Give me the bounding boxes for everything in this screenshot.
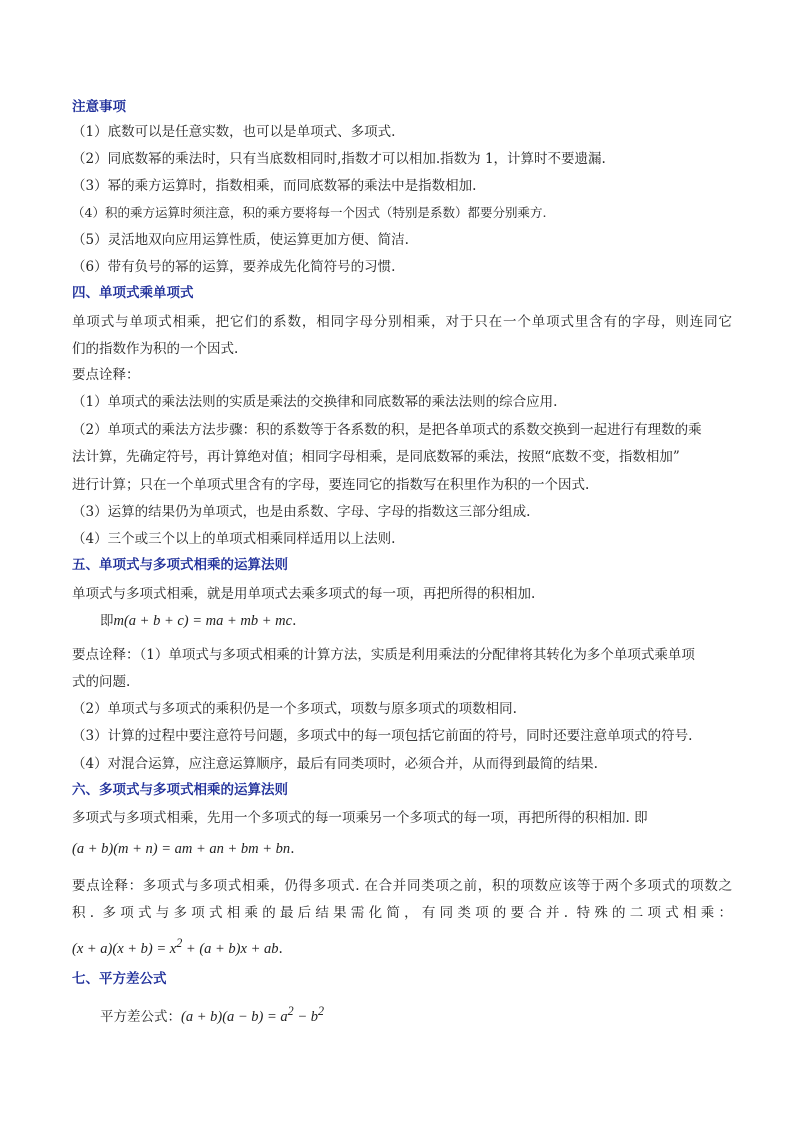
section-5-note-1-line-2: 式的问题.	[72, 674, 131, 690]
distributive-formula: m(a + b + c) = ma + mb + mc	[113, 613, 293, 629]
note-item-5: （5）灵活地双向应用运算性质，使运算更加方便、简洁.	[72, 232, 409, 248]
exponent: 2	[318, 1004, 325, 1018]
poly-product-formula: (a + b)(m + n) = am + an + bm + bn	[72, 841, 291, 857]
section-4-note-4: （4）三个或三个以上的单项式相乘同样适用以上法则.	[72, 531, 396, 547]
exponent: 2	[287, 1004, 294, 1018]
note-item-3: （3）幂的乘方运算时，指数相乘，而同底数幂的乘法中是指数相加.	[72, 178, 477, 194]
formula-label: 平方差公式：	[100, 1008, 181, 1025]
section-5-note-1-line-1: 要点诠释：（1）单项式与多项式相乘的计算方法，实质是利用乘法的分配律将其转化为多个单项式乘单项	[72, 647, 695, 663]
note-item-2: （2）同底数幂的乘法时，只有当底数相同时,指数才可以相加.指数为 1，计算时不要遗漏.	[72, 151, 606, 167]
note-item-4: （4）积的乘方运算时须注意，积的乘方要将每一个因式（特别是系数）都要分别乘方.	[72, 205, 547, 220]
formula-end: .	[292, 613, 297, 629]
formula-end: .	[290, 841, 295, 857]
section-6-formula-2-line	[72, 934, 732, 958]
section-6-formula-1-line	[72, 840, 732, 858]
section-4-rule-line-1: 单项式与单项式相乘，把它们的系数，相同字母分别相乘，对于只在一个单项式里含有的字母，则连同它	[72, 314, 732, 330]
section-6-heading: 六、多项式与多项式相乘的运算法则	[72, 782, 288, 798]
section-7-formula-line	[100, 1002, 760, 1026]
section-5-note-3: （3）计算的过程中要注意符号问题，多项式中的每一项包括它前面的符号，同时还要注意单项式的符号.	[72, 728, 693, 744]
section-4-notes-label: 要点诠释：	[72, 367, 140, 383]
section-7-heading: 七、平方差公式	[72, 971, 167, 987]
section-4-note-2-line-1: （2）单项式的乘法方法步骤：积的系数等于各系数的积，是把各单项式的系数交换到一起进行有理数的乘	[72, 422, 702, 438]
difference-of-squares-formula: $(a + b)(a - b) = a^2 - b^2$	[181, 1004, 325, 1025]
notes-heading: 注意事项	[72, 99, 126, 115]
section-4-note-2-line-3: 进行计算；只在一个单项式里含有的字母，要连同它的指数写在积里作为积的一个因式.	[72, 477, 590, 493]
section-4-heading: 四、单项式乘单项式	[72, 285, 194, 301]
section-6-note-line-2: 积. 多项式与多项式相乘的最后结果需化简，有同类项的要合并. 特殊的二项式相乘：	[72, 905, 732, 921]
section-6-note-line-1: 要点诠释：多项式与多项式相乘，仍得多项式. 在合并同类项之前，积的项数应该等于两个多项式的项数之	[72, 878, 732, 894]
section-6-rule: 多项式与多项式相乘，先用一个多项式的每一项乘另一个多项式的每一项，再把所得的积相加. 即	[72, 810, 648, 826]
formula-prefix: 即	[100, 613, 114, 629]
section-4-note-3: （3）运算的结果仍为单项式，也是由系数、字母、字母的指数这三部分组成.	[72, 504, 531, 520]
section-4-rule-line-2: 们的指数作为积的一个因式.	[72, 341, 239, 357]
note-item-6: （6）带有负号的幂的运算，要养成先化简符号的习惯.	[72, 259, 396, 275]
section-4-note-1: （1）单项式的乘法法则的实质是乘法的交换律和同底数幂的乘法法则的综合应用.	[72, 394, 558, 410]
note-item-1: （1）底数可以是任意实数，也可以是单项式、多项式.	[72, 124, 396, 140]
formula-end: .	[278, 940, 283, 957]
section-5-note-4: （4）对混合运算，应注意运算顺序，最后有同类项时，必须合并，从而得到最简的结果.	[72, 756, 598, 772]
section-5-formula-line	[100, 612, 760, 630]
section-4-note-2-line-2: 法计算，先确定符号，再计算绝对值；相同字母相乘，是同底数幂的乘法，按照“底数不变，指数相加”	[72, 449, 680, 465]
section-5-heading: 五、单项式与多项式相乘的运算法则	[72, 557, 288, 573]
section-5-note-2: （2）单项式与多项式的乘积仍是一个多项式，项数与原多项式的项数相同.	[72, 701, 517, 717]
exponent: 2	[176, 936, 183, 950]
section-5-rule: 单项式与多项式相乘，就是用单项式去乘多项式的每一项，再把所得的积相加.	[72, 586, 536, 602]
binomial-product-formula: $(x + a)(x + b) = x^2 + (a + b)x$ + ab	[72, 936, 279, 957]
